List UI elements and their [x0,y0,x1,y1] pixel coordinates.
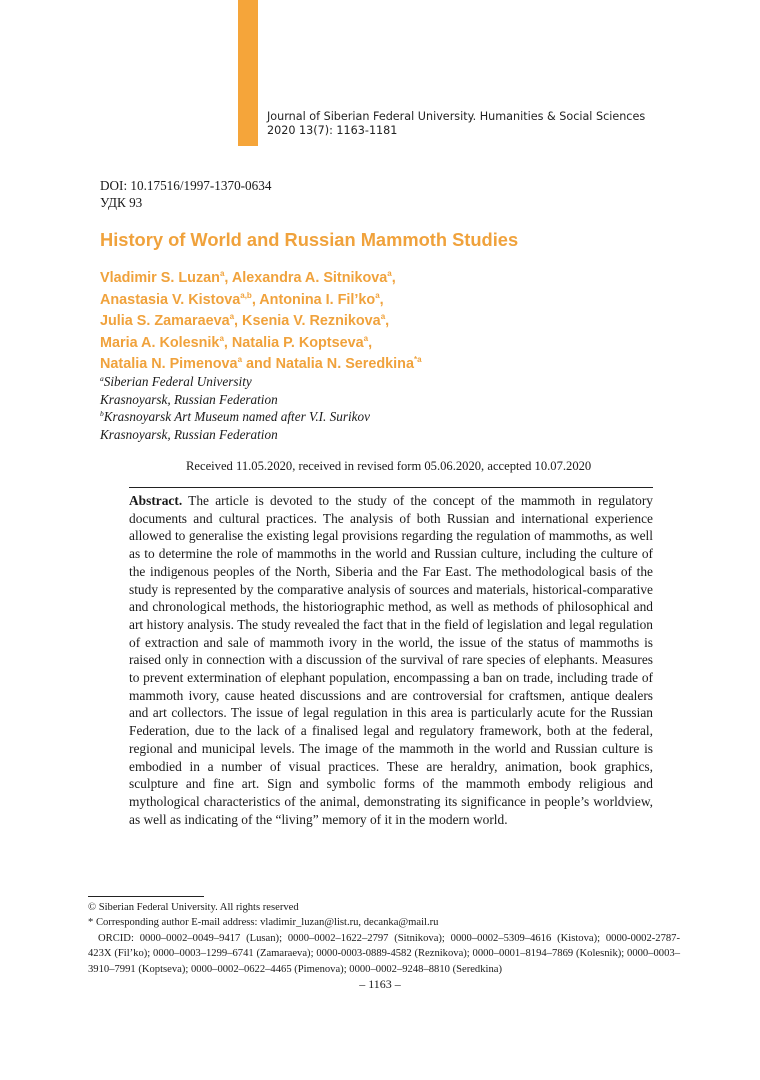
affiliation-text: Krasnoyarsk Art Museum named after V.I. Surikov [103,409,370,424]
author-separator: , [368,334,373,351]
author-separator: , [251,291,260,308]
author-separator: , [224,270,232,286]
author-affil-mark: a [380,312,386,321]
affiliations [100,373,370,443]
affiliation-mark: a [100,374,104,383]
journal-header [267,110,727,138]
author-affil-mark: a [237,355,243,364]
author-name: Julia S. Zamaraeva [100,313,230,329]
author-affil-mark: a [387,269,392,278]
abstract-label: Abstract. [129,493,183,508]
footnote-divider [88,896,204,897]
abstract-text: The article is devoted to the study of the concept of the mammoth in regulatory documents and cultural practices. The analysis of both Russian and international experience allowed to generalise the existing legal provisions regarding the regulation of mammoths, as well as to determine the role of mammoths in the world and Russian culture, including the culture of the indigenous peoples of the North, Siberia and the Far East. The methodological basis of the study is represented by the comparative analysis of sources and materials, historical-comparative and chronological methods, the historiographic method, as well as methods of philosophical and art history analysis. The study revealed the fact that in the field of legislation and legal regulation of extraction and sale of mammoth ivory in the world, the issue of the status of mammoths is raised only in connection with a discussion of the survival of rare species of elephants. Measures to prevent extermination of elephant population, encompassing a ban on trade, including trade of mammoth ivory, cause heated discussions and are controversial for craftsmen, antique dealers and art collectors. The issue of legal regulation in this area is particularly acute for the Russian Federation, due to the lack of a finalised legal and regulatory framework, both at the federal, regional and municipal levels. The image of the mammoth in the world and Russian culture is embodied in a number of visual practices. These are heraldry, animation, book graphics, sculpture and fine art. Sign and symbolic forms of the mammoth embody religious and mythological characteristics of the animal, demonstrating its significance in people’s worldview, as well as indicating of the “living” memory of it in the modern world. [129,493,653,827]
author-name: Antonina I. Fil’ko [259,291,376,308]
author-separator: and [242,356,276,372]
author-affil-mark: a [229,312,235,321]
author-separator: , [391,270,396,286]
received-dates: Received 11.05.2020, received in revised form 05.06.2020, accepted 10.07.2020 [186,459,592,473]
author-line [100,333,700,355]
udk: УДК 93 [100,195,143,210]
journal-name: Journal of Siberian Federal University. Humanities & Social Sciences [267,110,646,123]
author-list [100,268,700,376]
author-line [100,290,700,312]
author-affil-mark: *a [413,355,422,364]
journal-issue: 2020 13(7): 1163-1181 [267,124,398,137]
affiliation-line [100,426,370,444]
article-title: History of World and Russian Mammoth Studies [100,229,519,250]
affiliation-line [100,408,370,426]
doi[interactable]: DOI: 10.17516/1997-1370-0634 [100,178,272,193]
author-name: Natalia P. Koptseva [231,334,364,351]
author-affil-mark: a [363,333,369,343]
author-line [100,268,700,290]
author-name: Anastasia V. Kistova [100,291,241,308]
journal-accent-bar [238,0,258,146]
page-number: – 1163 – [359,977,401,991]
orcid-note: ORCID: 0000–0002–0049–9417 (Lusan); 0000–0002–1622–2797 (Sitnikova); 0000–0002–5309–4616 (Kistova); 0000-0002-2787-423X (Fil’ko); 0000–0003–1299–6741 (Zamaraeva); 0000-0003-0889-4582 (Reznikova); 0000–0001–8194–7869 (Kolesnik); 0000–0003–3910–7991 (Koptseva); 0000–0002–0622–4465 (Pimenova); 0000–0002–9248–8810 (Seredkina) [88,932,680,975]
author-name: Maria A. Kolesnik [100,334,220,351]
author-name: Vladimir S. Luzan [100,270,220,286]
affiliation-line [100,391,370,409]
affiliation-text: Krasnoyarsk, Russian Federation [100,391,278,407]
author-separator: , [379,291,384,308]
author-name: Ksenia V. Reznikova [242,313,381,329]
author-name: Natalia N. Pimenova [100,356,238,372]
author-separator: , [223,334,232,351]
affiliation-text: Krasnoyarsk, Russian Federation [100,426,278,442]
copyright-note: © Siberian Federal University. All rights reserved [88,902,299,913]
author-affil-mark: a [375,290,380,300]
article-meta [100,177,271,211]
corresponding-author-note: * Corresponding author E-mail address: vladimir_luzan@list.ru, decanka@mail.ru [88,917,439,929]
affiliation-mark: b [100,409,104,418]
author-line [100,311,700,333]
footnotes [88,900,680,977]
author-name: Alexandra A. Sitnikova [231,270,388,286]
author-affil-mark: a [219,333,224,343]
affiliation-line [100,373,370,391]
author-affil-mark: a,b [240,290,252,300]
abstract-divider [129,487,653,488]
affiliation-text: Siberian Federal University [103,374,252,389]
author-separator: , [385,313,390,329]
author-affil-mark: a [219,269,225,278]
abstract [129,492,653,828]
author-name: Natalia N. Seredkina [275,356,414,372]
author-separator: , [234,313,243,329]
